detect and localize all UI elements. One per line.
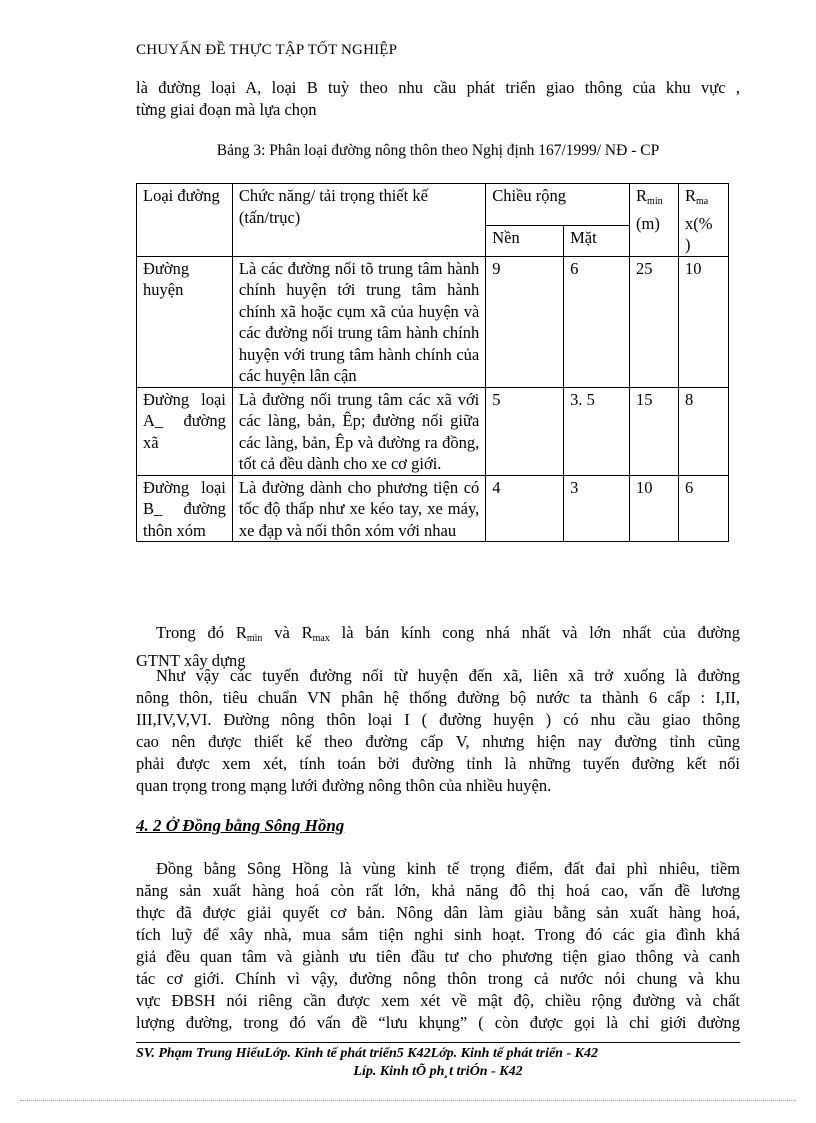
cell-surface: 6 — [564, 256, 630, 387]
note-line — [136, 622, 740, 650]
paragraph-line: tác cơ giới. Chính vì vậy, đường nông thôn trong cả nước nói chung và khu — [136, 969, 740, 988]
paragraph-line: phải được xem xét, tính toán bởi đường tỉnh là những tuyến đường kết nối — [136, 754, 740, 773]
rmax-symbol: R — [684, 186, 696, 205]
paragraph-line: Đồng bằng Sông Hồng là vùng kinh tế trọng điểm, đất đai phì nhiêu, tiềm — [156, 859, 740, 878]
paragraph-line: tích luỹ để xây nhà, mua sắm tiện nghi sinh hoạt. Trong đó các gia đình khá — [136, 925, 740, 944]
cell-rmax: 6 — [678, 475, 728, 542]
paragraph-line: vực ĐBSH nói riêng cần được xem xét về mật độ, chiều rộng đường và chất — [136, 991, 740, 1010]
paragraph-line: lượng đường, trong đó vấn đề “lưu khụng” ( còn được gọi là chỉ giới đường — [136, 1013, 740, 1032]
paragraph-line: thực đã được giải quyết cơ bản. Nông dân làm giàu bằng sản xuất hàng hoá, — [136, 903, 740, 922]
paragraph-red-river-delta — [136, 858, 740, 1034]
table-caption: Bảng 3: Phân loại đường nông thôn theo Nghị định 167/1999/ NĐ - CP — [216, 142, 660, 159]
intro-paragraph — [136, 77, 740, 121]
section-heading: 4. 2 Ở Đồng bằng Sông Hồng — [136, 816, 345, 835]
note-line: GTNT xây dựng — [136, 651, 246, 670]
header-type: Loại đường — [137, 184, 233, 257]
header-width-surface: Mặt — [564, 226, 630, 257]
table-header-row — [137, 184, 729, 226]
cell-type: Đường loại B_ đường thôn xóm — [137, 475, 233, 542]
paragraph-line: năng sản xuất hàng hoá còn rất lớn, khả năng đô thị hoá cao, vấn đề lương — [136, 881, 740, 900]
rmax-subscript: ma — [696, 196, 709, 207]
footer-divider — [136, 1042, 740, 1043]
cell-function: Là đường nối trung tâm các xã với các làng, bản, Êp; đường nối giữa các làng, bản, Êp và đường ra đồng, tốt cả đều dành cho xe cơ giới. — [232, 387, 485, 475]
table-row — [137, 475, 729, 542]
note-text: và R — [262, 623, 313, 642]
footer-author: SV. Phạm Trung HiếuLớp. Kinh tế phát triển5 K42Lớp. Kinh tế phát triển - K42 — [136, 1046, 598, 1061]
cell-base: 5 — [486, 387, 564, 475]
cell-function: Là đường dành cho phương tiện có tốc độ thấp như xe kéo tay, xe máy, xe đạp và nối thôn xóm với nhau — [232, 475, 485, 542]
paragraph-line: quan trọng trong mạng lưới đường nông thôn của nhiều huyện. — [136, 776, 552, 795]
note-text: Trong đó R — [156, 623, 247, 642]
rmax-unit: x(% — [684, 213, 713, 233]
paragraph-line: III,IV,V,VI. Đường nông thôn loại I ( đường huyện ) có nhu cầu giao thông — [136, 710, 740, 729]
cell-surface: 3. 5 — [564, 387, 630, 475]
rmax-unit-close: ) — [684, 235, 691, 254]
header-width-base: Nền — [486, 226, 564, 257]
intro-line: là đường loại A, loại B tuỳ theo nhu cầu phát triển giao thông của khu vực , — [136, 78, 740, 97]
table-row — [137, 256, 729, 387]
header-rmax — [678, 184, 728, 257]
footer-class: Líp. Kinh tÕ ph¸t triÓn - K42 — [353, 1064, 523, 1079]
cell-rmax: 8 — [678, 387, 728, 475]
intro-line: từng giai đoạn mà lựa chọn — [136, 100, 317, 119]
cell-rmin: 15 — [630, 387, 679, 475]
page-bottom-dotted-line — [20, 1100, 796, 1101]
paragraph-line: nông thôn, tiêu chuẩn VN phân hệ thống đường bộ nước ta thành 6 cấp : I,II, — [136, 688, 740, 707]
rmin-unit: (m) — [636, 213, 660, 233]
rmin-subscript: min — [647, 196, 663, 207]
road-classification-table — [136, 183, 729, 542]
header-width: Chiều rộng — [486, 184, 630, 226]
note-subscript: min — [246, 633, 263, 644]
cell-type: Đường huyện — [137, 256, 233, 387]
rmin-symbol: R — [636, 186, 648, 205]
cell-base: 9 — [486, 256, 564, 387]
page-header: CHUYẤN ĐỀ THỰC TẬP TỐT NGHIỆP — [136, 42, 398, 58]
header-rmin — [630, 184, 679, 257]
paragraph-line: Như vậy các tuyến đường nối từ huyện đến xã, liên xã trở xuống là đường — [156, 666, 740, 685]
note-text: là bán kính cong nhá nhất và lớn nhất của đường — [329, 623, 740, 642]
cell-rmin: 25 — [630, 256, 679, 387]
header-function: Chức năng/ tải trọng thiết kế (tấn/trục) — [232, 184, 485, 257]
cell-base: 4 — [486, 475, 564, 542]
note-subscript: max — [312, 633, 330, 644]
cell-rmin: 10 — [630, 475, 679, 542]
cell-type: Đường loại A_ đường xã — [137, 387, 233, 475]
cell-function: Là các đường nối tõ trung tâm hành chính huyện tới trung tâm hành chính xã hoặc cụm xã của huyện và các đường nối trung tâm hành chính huyện với trung tâm hành chính của các huyện lân cận — [232, 256, 485, 387]
table-row — [137, 387, 729, 475]
paragraph-rural-roads — [136, 665, 740, 797]
paragraph-line: cao nên được thiết kế theo đường cấp V, nhưng hiện nay đường tỉnh cũng — [136, 732, 740, 751]
cell-surface: 3 — [564, 475, 630, 542]
cell-rmax: 10 — [678, 256, 728, 387]
paragraph-line: giả đều quan tâm và giành ưu tiên đầu tư cho phương tiện giao thông và canh — [136, 947, 740, 966]
